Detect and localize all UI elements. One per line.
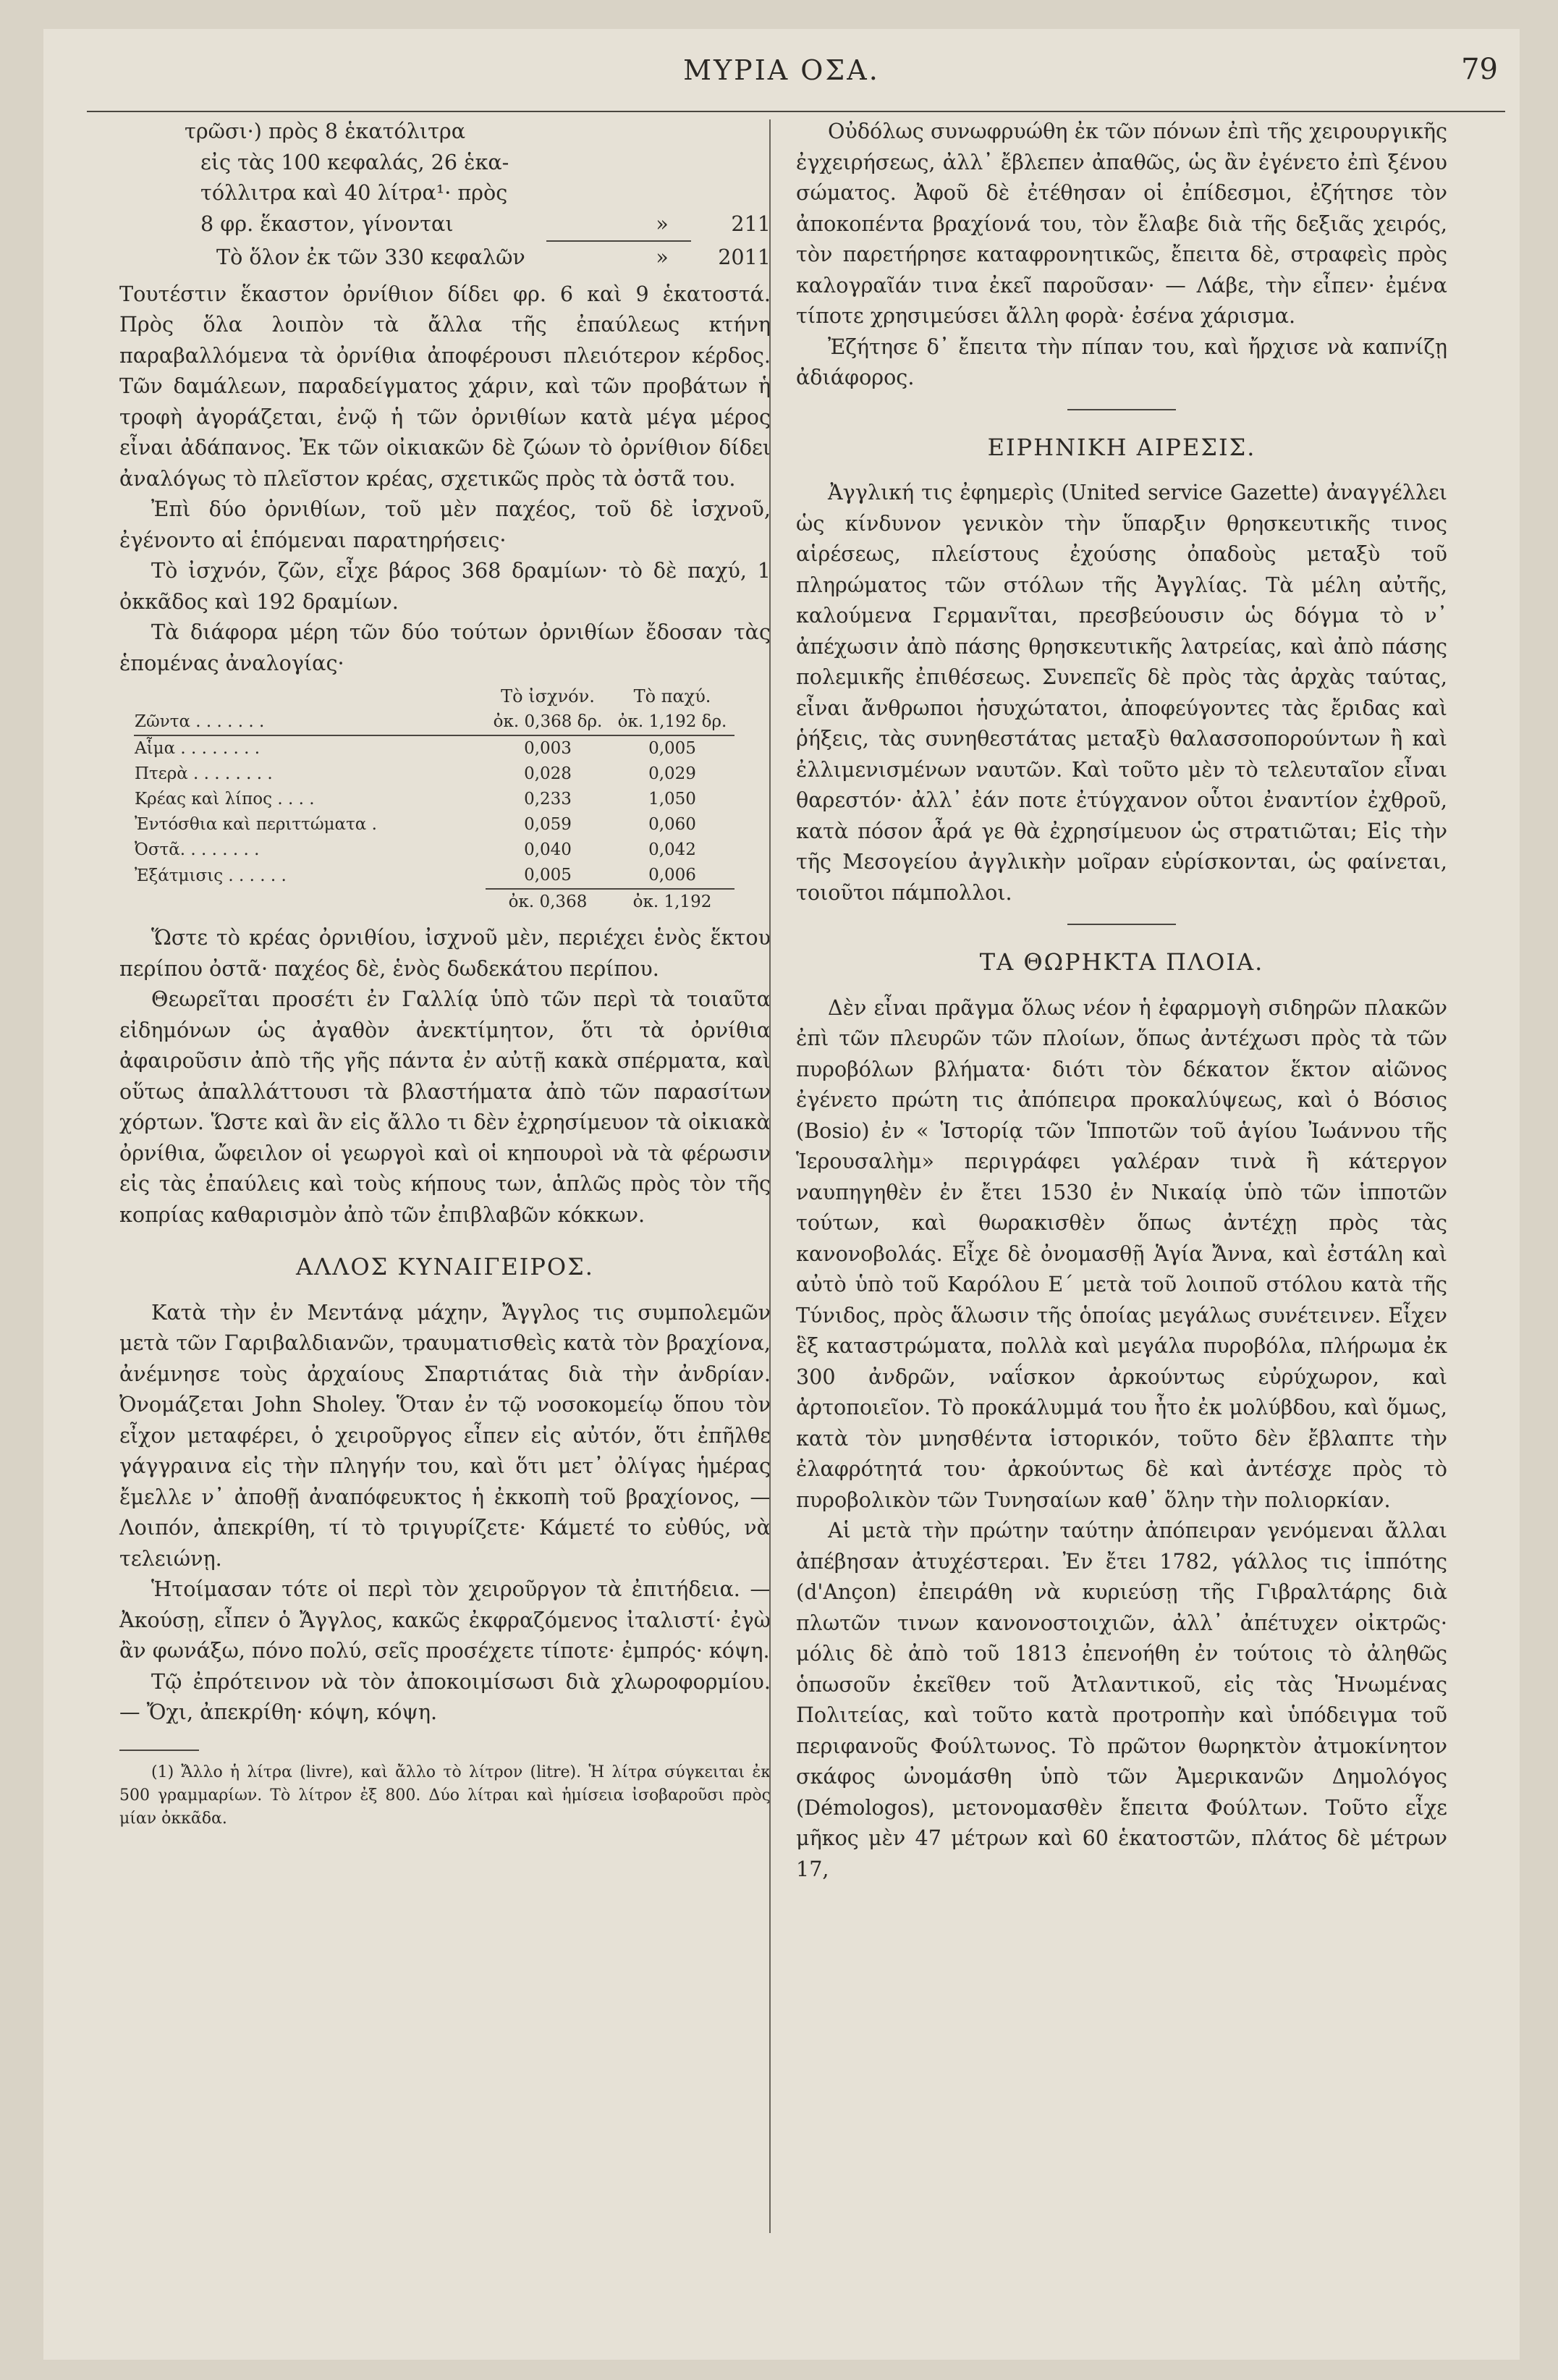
calc-line: τρῶσι·) πρὸς 8 ἑκατόλιτρα bbox=[185, 119, 466, 143]
header-rule bbox=[87, 111, 1505, 112]
cell: 0,029 bbox=[648, 764, 696, 783]
section-heading: ΤΑ ΘΩΡΗΚΤΑ ΠΛΟΙΑ. bbox=[979, 948, 1264, 976]
cell: ὀκ. 1,192 δρ. bbox=[610, 709, 734, 735]
table-row bbox=[134, 863, 734, 889]
section-divider bbox=[1067, 409, 1176, 410]
page-header bbox=[43, 47, 1520, 98]
calc-row bbox=[185, 208, 771, 240]
calc-row-text: 8 φρ. ἕκαστον, γίνονται bbox=[200, 211, 454, 236]
cell: 0,233 bbox=[524, 790, 572, 809]
column-header: Τὸ ἰσχνόν. bbox=[501, 686, 595, 706]
total-cell: ὀκ. 0,368 bbox=[486, 889, 610, 915]
calc-row-mark: » bbox=[656, 211, 669, 236]
cell: 0,006 bbox=[648, 866, 696, 885]
table-row bbox=[134, 837, 734, 863]
cell: 0,059 bbox=[524, 815, 572, 834]
calc-total-mark: » bbox=[656, 245, 669, 269]
table-row bbox=[134, 812, 734, 837]
cell: 0,042 bbox=[648, 840, 696, 859]
cell: 1,050 bbox=[648, 790, 696, 809]
cell: 0,003 bbox=[524, 739, 572, 758]
footnote-rule bbox=[119, 1750, 199, 1751]
paragraph: Τουτέστιν ἕκαστον ὀρνίθιον δίδει φρ. 6 καὶ 9 ἑκατοστά. Πρὸς ὅλα λοιπὸν τὰ ἄλλα τῆς ἐπαύλεως κτήνη παραβαλλόμενα τὰ ὀρνίθια ἀποφέρουσι πλειότερον κέρδος. Τῶν δαμάλεων, παραδείγματος χάριν, καὶ τῶν προβάτων ἡ τροφὴ ἀγοράζεται, ἐνῷ ἡ τῶν ὀρνιθίων κατὰ μέγα μέρος εἶναι ἀδάπανος. Ἐκ τῶν οἰκιακῶν δὲ ζώων τὸ ὀρνίθιον δίδει ἀναλόγως τὸ πλεῖστον κρέας, σχετικῶς πρὸς τὰ ὀστᾶ του. bbox=[119, 281, 771, 491]
row-label: Ὀστᾶ. . . . . . . . bbox=[135, 840, 260, 859]
cell: 0,028 bbox=[524, 764, 572, 783]
cell: 0,005 bbox=[648, 739, 696, 758]
cell: 0,005 bbox=[524, 866, 572, 885]
row-label: Πτερὰ . . . . . . . . bbox=[135, 764, 273, 783]
paragraph: Τῷ ἐπρότεινον νὰ τὸν ἀποκοιμίσωσι διὰ χλωροφορμίου. — Ὄχι, ἀπεκρίθη· κόψη, κόψη. bbox=[119, 1668, 771, 1724]
paragraph: Κατὰ τὴν ἐν Μεντάνᾳ μάχην, Ἄγγλος τις συμπολεμῶν μετὰ τῶν Γαριβαλδιανῶν, τραυματισθεὶς κατὰ τὸν βραχίονα, ἀνέμνησε τοὺς ἀρχαίους Σπαρτιάτας διὰ τὴν ἀνδρίαν. Ὀνομάζεται John Sholey. Ὅταν ἐν τῷ νοσοκομείῳ ὅπου τὸν εἶχον μεταφέρει, ὁ χειροῦργος εἶπεν εἰς αὐτόν, ὅτι ἐπῆλθε γάγγραινα εἰς τὴν πληγήν του, καὶ ὅτι μετ᾽ ὀλίγας ἡμέρας ἔμελλε ν᾽ ἀποθῇ ἀναπόφευκτος ἡ ἐκκοπὴ τοῦ βραχίονος, — Λοιπόν, ἀπεκρίθη, τί τὸ τριγυρίζετε· Κάμετέ το εὐθύς, νὰ τελειώνῃ. bbox=[119, 1299, 771, 1571]
paragraph: Δὲν εἶναι πρᾶγμα ὅλως νέον ἡ ἐφαρμογὴ σιδηρῶν πλακῶν ἐπὶ τῶν πλευρῶν τῶν πλοίων, ὅπως ἀντέχωσι πρὸς τὰ τῶν πυροβόλων βλήματα· διότι τὸν δέκατον ἕκτον αἰῶνος ἐγένετο πρώτη τις ἀπόπειρα προκαλύψεως, καὶ ὁ Βόσιος (Bosio) ἐν « Ἱστορίᾳ τῶν Ἱπποτῶν τοῦ ἁγίου Ἰωάννου τῆς Ἱερουσαλὴμ» περιγράφει γαλέραν τινὰ ἢ κάτεργον ναυπηγηθὲν ἐν ἔτει 1530 ἐν Νικαίᾳ ὑπὸ τῶν ἱπποτῶν τούτων, καὶ θωρακισθὲν ὅπως ἀντέχῃ πρὸς τὰς κανονοβολάς. Εἶχε δὲ ὀνομασθῇ Ἁγία Ἄννα, καὶ ἐστάλη καὶ αὐτὸ ὑπὸ τοῦ Καρόλου Ε΄ μετὰ τοῦ λοιποῦ στόλου κατὰ τῆς Τύνιδος, πρὸς ἅλωσιν τῆς ὁποίας μεγάλως συνέτεινεν. Εἶχεν ἓξ καταστρώματα, πολλὰ καὶ μεγάλα πυροβόλα, πλήρωμα ἐκ 300 ἀνδρῶν, ναΐσκον ἀρκούντως εὐρύχωρον, καὶ ἀρτοποιεῖον. Τὸ προκάλυμμά του ἦτο ἐκ μολύβδου, καὶ ὅμως, κατὰ τὸν μνησθέντα ἱστορικόν, τοῦτο δὲν ἔβλαπτε τὴν ἐλαφρότητά του· ἀρκούντως δὲ καὶ ἀντέσχε πρὸς τὸ πυροβολικὸν τῶν Τυνησαίων καθ᾽ ὅλην τὴν πολιορκίαν. bbox=[796, 995, 1447, 1512]
paragraph: Αἱ μετὰ τὴν πρώτην ταύτην ἀπόπειραν γενόμεναι ἄλλαι ἀπέβησαν ἀτυχέστεραι. Ἐν ἔτει 1782, γάλλος τις ἱππότης (d'Ançon) ἐπειράθη νὰ κυριεύσῃ τῆς Γιβραλτάρης διὰ πλωτῶν τινων κανονοστοιχιῶν, ἀλλ᾽ ἀπέτυχεν οἰκτρῶς· μόλις δὲ ἀπὸ τοῦ 1813 ἐπενοήθη ἐν τούτοις τὸ ἀληθῶς ὁπωσοῦν ἐκεῖθεν τοῦ Ἀτλαντικοῦ, εἰς τὰς Ἡνωμένας Πολιτείας, καὶ τοῦτο κατὰ προτροπὴν καὶ ὑπόδειγμα τοῦ περιφανοῦς Φούλτωνος. Τὸ πρῶτον θωρηκτὸν ἀτμοκίνητον σκάφος ὠνομάσθη ὑπὸ τῶν Ἀμερικανῶν Δημολόγος (Démologos), μετονομασθὲν ἔπειτα Φούλτων. Τοῦτο εἶχε μῆκος μὲν 47 μέτρων καὶ 60 ἑκατοστῶν, πλάτος δὲ μέτρων 17, bbox=[796, 1518, 1447, 1881]
running-title: ΜΥΡΙΑ ΟΣΑ. bbox=[683, 54, 880, 86]
row-label: Κρέας καὶ λίπος . . . . bbox=[135, 790, 315, 809]
paragraph: Ἡτοίμασαν τότε οἱ περὶ τὸν χειροῦργον τὰ ἐπιτήδεια. — Ἀκούσῃ, εἶπεν ὁ Ἄγγλος, κακῶς ἐκφραζόμενος ἰταλιστί· ἐγὼ ἂν φωνάξω, πόνο πολύ, σεῖς προσέχετε τίποτε· ἐμπρός· κόψη. bbox=[119, 1577, 771, 1663]
row-label: Ἐξάτμισις . . . . . . bbox=[135, 866, 287, 885]
calc-total-text: Τὸ ὅλον ἐκ τῶν 330 κεφαλῶν bbox=[216, 245, 525, 269]
paragraph: Οὐδόλως συνωφρυώθη ἐκ τῶν πόνων ἐπὶ τῆς χειρουργικῆς ἐγχειρήσεως, ἀλλ᾽ ἔβλεπεν ἀπαθῶς, ὡς ἂν ἐγένετο ἐπὶ ξένου σώματος. Ἀφοῦ δὲ ἐτέθησαν οἱ ἐπίδεσμοι, ἐζήτησε τὸν ἀποκοπέντα βραχίονά του, τὸν ἔλαβε διὰ τῆς δεξιᾶς χειρός, τὸν παρετήρησε καταφρονητικῶς, ἔπειτα δὲ, στραφεὶς πρὸς καλογραῖάν τινα ἐκεῖ παροῦσαν· — Λάβε, τὴν εἶπεν· ἐμένα τίποτε χρησιμεύσει ἄλλη φορὰ· ἐσένα χάρισμα. bbox=[796, 119, 1447, 328]
composition-table bbox=[134, 684, 734, 915]
table-row bbox=[134, 761, 734, 787]
table-row bbox=[134, 735, 734, 761]
table-header-row bbox=[134, 684, 734, 709]
section-heading: ΑΛΛΟΣ ΚΥΝΑΙΓΕΙΡΟΣ. bbox=[296, 1253, 594, 1280]
calc-row-number: 211 bbox=[731, 211, 771, 236]
paragraph: Ἐζήτησε δ᾽ ἔπειτα τὴν πίπαν του, καὶ ἤρχισε νὰ καπνίζῃ ἀδιάφορος. bbox=[796, 334, 1447, 389]
calc-total-row bbox=[185, 242, 771, 273]
right-column bbox=[796, 116, 1447, 1884]
paragraph: Ἐπὶ δύο ὀρνιθίων, τοῦ μὲν παχέος, τοῦ δὲ ἰσχνοῦ, ἐγένοντο αἱ ἑπόμεναι παρατηρήσεις· bbox=[119, 497, 771, 552]
paragraph: Τὰ διάφορα μέρη τῶν δύο τούτων ὀρνιθίων ἔδοσαν τὰς ἑπομένας ἀναλογίας· bbox=[119, 620, 771, 675]
column-header: Τὸ παχύ. bbox=[633, 686, 711, 706]
calc-line: εἰς τὰς 100 κεφαλάς, 26 ἑκα- bbox=[200, 149, 509, 174]
column-separator bbox=[769, 119, 771, 2233]
newspaper-page bbox=[43, 29, 1520, 2360]
paragraph: Τὸ ἰσχνόν, ζῶν, εἶχε βάρος 368 δραμίων· τὸ δὲ παχύ, 1 ὀκκᾶδος καὶ 192 δραμίων. bbox=[119, 558, 771, 614]
row-label: Ἐντόσθια καὶ περιττώματα . bbox=[135, 815, 377, 834]
table-row bbox=[134, 709, 734, 735]
cell: ὀκ. 0,368 δρ. bbox=[486, 709, 610, 735]
calc-total-number: 2011 bbox=[718, 245, 771, 269]
cell: 0,040 bbox=[524, 840, 572, 859]
paragraph: Ἀγγλική τις ἐφημερὶς (United service Gazette) ἀναγγέλλει ὡς κίνδυνον γενικὸν τὴν ὕπαρξιν θρησκευτικῆς τινος αἱρέσεως, πλείστους ἐχούσης ὀπαδοὺς μεταξὺ τοῦ πληρώματος τῶν στόλων τῆς Ἀγγλίας. Τὰ μέλη αὐτῆς, καλούμενα Γερμανῖται, πρεσβεύουσιν ὡς δόγμα τὸ ν᾽ ἀπέχωσιν ἀπὸ πάσης θρησκευτικῆς λατρείας, καὶ ἀπὸ πάσης πολεμικῆς ἐπιθέσεως. Συνεπεῖς δὲ πρὸς τὰς ἀρχὰς ταύτας, εἶναι ἄνθρωποι ἡσυχώτατοι, ἀποφεύγοντες τὰς ἔριδας καὶ ῥήξεις, τὰς συνηθεστάτας μεταξὺ θαλασσοπορούντων ἢ καὶ ἐλλιμενισμένων ναυτῶν. Καὶ τοῦτο μὲν τὸ τελευταῖον εἶναι θαρεστόν· ἀλλ᾽ ἐάν ποτε ἐτύγχανον οὗτοι ἐναντίον ἐχθροῦ, κατὰ πόσον ἆρά γε θὰ ἐχρησίμευον ὡς στρατιῶται; Εἰς τὴν τῆς Μεσογείου ἀγγλικὴν μοῖραν εὑρίσκονται, ὡς φαίνεται, τοιοῦτοι πάμπολλοι. bbox=[796, 480, 1447, 905]
left-column bbox=[119, 116, 771, 1831]
paragraph: Ὥστε τὸ κρέας ὀρνιθίου, ἰσχνοῦ μὲν, περιέχει ἑνὸς ἕκτου περίπου ὀστᾶ· παχέος δὲ, ἑνὸς δωδεκάτου περίπου. bbox=[119, 925, 771, 981]
cell: 0,060 bbox=[648, 815, 696, 834]
row-label: Αἷμα . . . . . . . . bbox=[135, 739, 261, 758]
page-number: 79 bbox=[1461, 53, 1498, 86]
table-total-row bbox=[134, 889, 734, 915]
calc-line: τόλλιτρα καὶ 40 λίτρα¹· πρὸς bbox=[200, 180, 508, 205]
section-divider bbox=[1067, 924, 1176, 925]
table-row bbox=[134, 787, 734, 812]
total-cell: ὀκ. 1,192 bbox=[610, 889, 734, 915]
row-label: Ζῶντα . . . . . . . bbox=[134, 709, 486, 735]
footnote: (1) Ἄλλο ἡ λίτρα (livre), καὶ ἄλλο τὸ λίτρον (litre). Ἡ λίτρα σύγκειται ἐκ 500 γραμμαρίων. Τὸ λίτρον ἐξ 800. Δύο λίτραι καὶ ἡμίσεια ἰσοβαροῦσι πρὸς μίαν ὀκκᾶδα. bbox=[119, 1763, 771, 1828]
income-calculation bbox=[119, 116, 771, 273]
section-heading: ΕΙΡΗΝΙΚΗ ΑΙΡΕΣΙΣ. bbox=[987, 433, 1256, 461]
paragraph: Θεωρεῖται προσέτι ἐν Γαλλίᾳ ὑπὸ τῶν περὶ τὰ τοιαῦτα εἰδημόνων ὡς ἀγαθὸν ἀνεκτίμητον, ὅτι τὰ ὀρνίθια ἀφαιροῦσιν ἀπὸ τῆς γῆς πάντα ἐν αὐτῇ κακὰ σπέρματα, καὶ οὕτως ἀπαλλάττουσι τὰ βλαστήματα ἀπὸ τῶν παρασίτων χόρτων. Ὥστε καὶ ἂν εἰς ἄλλο τι δὲν ἐχρησίμευον τὰ οἰκιακὰ ὀρνίθια, ὤφειλον οἱ γεωργοὶ καὶ οἱ κηπουροὶ νὰ τὰ φέρωσιν εἰς τὰς ἐπαύλεις καὶ τοὺς κήπους των, ἁπλῶς πρὸς τὸν τῆς κοπρίας καθαρισμὸν ἀπὸ τῶν ἐπιβλαβῶν κόκκων. bbox=[119, 987, 771, 1227]
